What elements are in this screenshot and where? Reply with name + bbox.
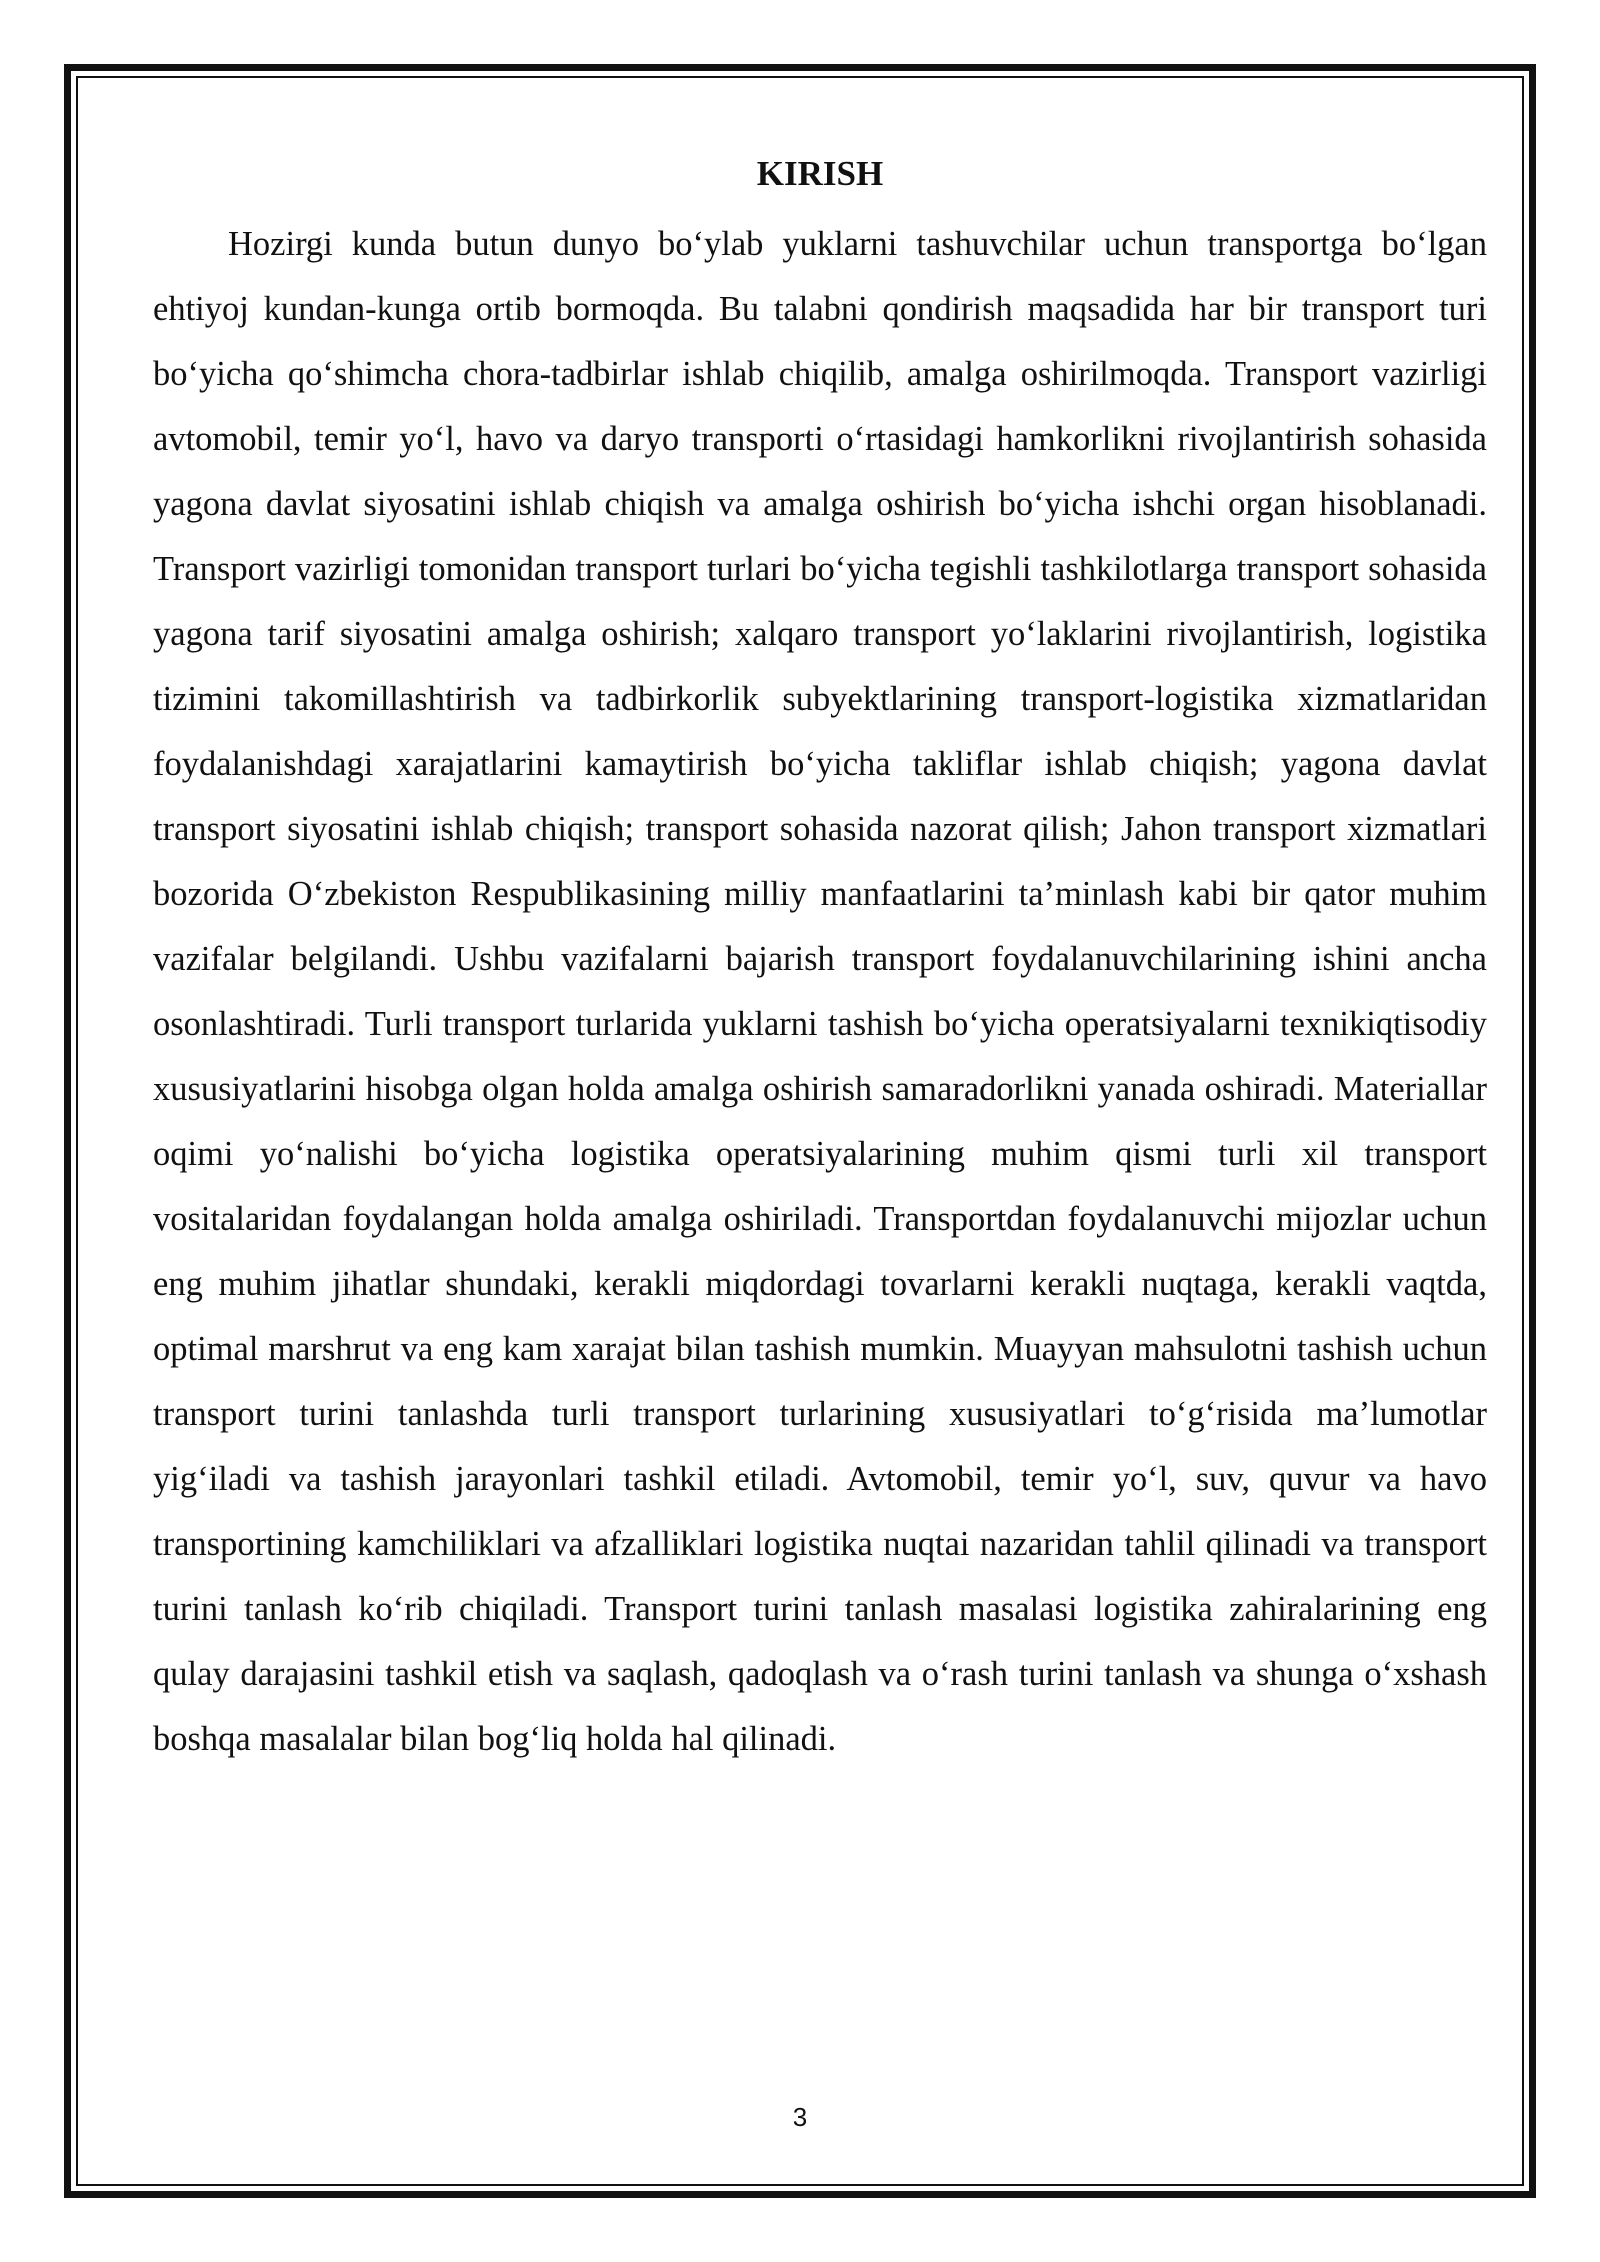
body-paragraph: Hozirgi kunda butun dunyo bo‘ylab yuklarni tashuvchilar uchun transportga bo‘lgan ehtiyoj kundan-kunga ortib bormoqda. Bu talabni qondirish maqsadida har bir transport turi bo‘yicha qo‘shimcha chora-tadbirlar ishlab chiqilib, amalga oshirilmoqda. Transport vazirligi avtomobil, temir yo‘l, havo va daryo transporti o‘rtasidagi hamkorlikni rivojlantirish sohasida yagona davlat siyosatini ishlab chiqish va amalga oshirish bo‘yicha ishchi organ hisoblanadi. Transport vazirligi tomonidan transport turlari bo‘yicha tegishli tashkilotlarga transport sohasida yagona tarif siyosatini amalga oshirish; xalqaro transport yo‘laklarini rivojlantirish, logistika tizimini takomillashtirish va tadbirkorlik subyektlarining transport-logistika xizmatlaridan foydalanishdagi xarajatlarini kamaytirish bo‘yicha takliflar ishlab chiqish; yagona davlat transport siyosatini ishlab chiqish; transport sohasida nazorat qilish; Jahon transport xizmatlari bozorida O‘zbekiston Respublikasining milliy manfaatlarini ta’minlash kabi bir qator muhim vazifalar belgilandi. Ushbu vazifalarni bajarish transport foydalanuvchilarining ishini ancha osonlashtiradi. Turli transport turlarida yuklarni tashish bo‘yicha operatsiyalarni texnikiqtisodiy xususiyatlarini hisobga olgan holda amalga oshirish samaradorlikni yanada oshiradi. Materiallar oqimi yo‘nalishi bo‘yicha logistika operatsiyalarining muhim qismi turli xil transport vositalaridan foydalangan holda amalga oshiriladi. Transportdan foydalanuvchi mijozlar uchun eng muhim jihatlar shundaki, kerakli miqdordagi tovarlarni kerakli nuqtaga, kerakli vaqtda, optimal marshrut va eng kam xarajat bilan tashish mumkin. Muayyan mahsulotni tashish uchun transport turini tanlashda turli transport turlarining xususiyatlari to‘g‘risida ma’lumotlar yig‘iladi va tashish jarayonlari tashkil etiladi. Avtomobil, temir yo‘l, suv, quvur va havo transportining kamchiliklari va afzalliklari logistika nuqtai nazaridan tahlil qilinadi va transport turini tanlash ko‘rib chiqiladi. Transport turini tanlash masalasi logistika zahiralarining eng qulay darajasini tashkil etish va saqlash, qadoqlash va o‘rash turini tanlash va shunga o‘xshash boshqa masalalar bilan bog‘liq holda hal qilinadi. (153, 225, 1487, 1758)
page-heading: KIRISH (756, 154, 884, 193)
page-number: 3 (792, 2102, 808, 2132)
page-content (153, 148, 1487, 1772)
